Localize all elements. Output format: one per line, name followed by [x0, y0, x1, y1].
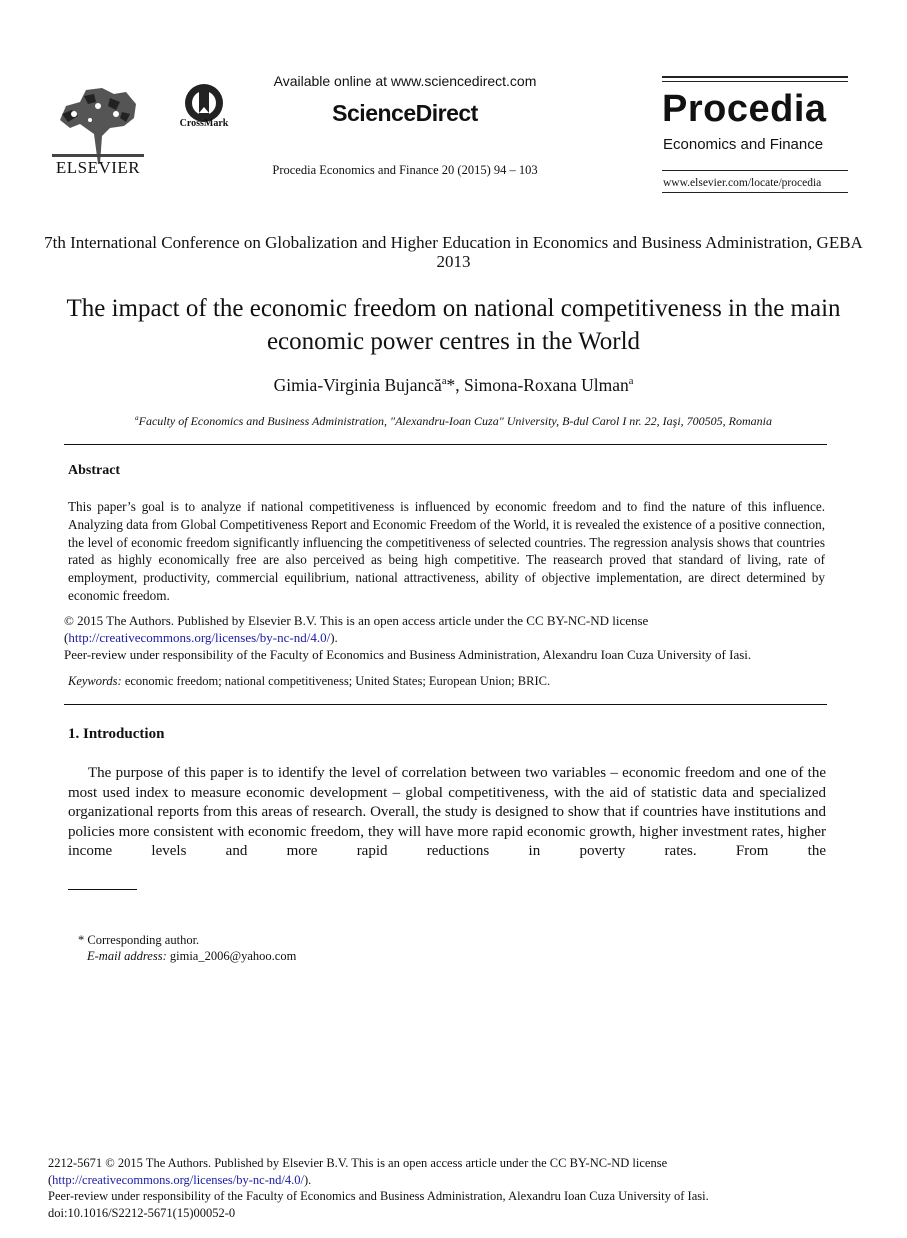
footer-link-line: (http://creativecommons.org/licenses/by-nc-nd/4.0/).: [48, 1172, 312, 1187]
peer-review-statement: Peer-review under responsibility of the Faculty of Economics and Business Administration, Alexandru Ioan Cuza University of Iasi.: [64, 647, 752, 662]
license-link[interactable]: http://creativecommons.org/licenses/by-nc-nd/4.0/: [68, 630, 331, 645]
procedia-title: Procedia: [662, 88, 827, 130]
affiliation-text: Faculty of Economics and Business Administration, "Alexandru-Ioan Cuza" University, B-dul Carol I nr. 22, Iaşi, 700505, Romania: [138, 414, 772, 428]
author-affil-mark: a: [628, 376, 634, 388]
abstract-top-rule: [64, 444, 827, 445]
license-link-line: (http://creativecommons.org/licenses/by-nc-nd/4.0/).: [64, 630, 338, 645]
procedia-bottom-rule: [662, 170, 848, 171]
procedia-top-rule: [662, 76, 848, 78]
corresponding-mark: *,: [446, 375, 464, 395]
footnote: [78, 932, 296, 964]
conference-name: 7th International Conference on Globalization and Higher Education in Economics and Business Administration, GEBA 2013: [44, 233, 863, 271]
affiliation: [40, 414, 867, 429]
doi[interactable]: doi:10.1016/S2212-5671(15)00052-0: [48, 1205, 236, 1220]
section-heading-introduction: 1. Introduction: [68, 726, 165, 742]
affiliation-mark: a: [135, 414, 139, 422]
keywords: [68, 674, 828, 689]
sciencedirect-logo-text: ScienceDirect: [332, 100, 478, 126]
abstract-text: This paper’s goal is to analyze if national competitiveness is influenced by economic freedom and to find the nature of this influence. Analyzing data from Global Competitiveness Report and Economic Freedom of the World, it is revealed the existence of a positive connection, the level of economic freedom significantly influencing the competitiveness of selected countries. The regression analysis shows that countries rated as highly economically free are also perceived as being high competitive. The reasearch proved that standard of living, rate of employment, productivity, commercial equilibrium, national attractiveness, ability of objective implementation, are direct determined by economic freedom.: [68, 499, 825, 603]
footer-license: 2212-5671 © 2015 The Authors. Published by Elsevier B.V. This is an open access article under the CC BY-NC-ND license: [48, 1156, 668, 1170]
procedia-url-rule: [662, 192, 848, 193]
footer-peer-review: Peer-review under responsibility of the Faculty of Economics and Business Administration, Alexandru Ioan Cuza University of Iasi.: [48, 1189, 709, 1203]
keywords-text: economic freedom; national competitiveness; United States; European Union; BRIC.: [121, 674, 551, 688]
email-label: E-mail address:: [87, 949, 167, 963]
author-affil-mark: a: [441, 376, 447, 388]
footer-license-link[interactable]: http://creativecommons.org/licenses/by-nc-nd/4.0/: [52, 1172, 304, 1187]
corresponding-author-note: * Corresponding author.: [78, 933, 200, 947]
introduction-body: [68, 764, 826, 862]
email-line: [78, 948, 296, 964]
publisher-name: ELSEVIER: [55, 158, 141, 177]
author-list: [40, 375, 867, 396]
license-statement: © 2015 The Authors. Published by Elsevier B.V. This is an open access article under the CC BY-NC-ND license: [64, 613, 649, 628]
journal-reference: Procedia Economics and Finance 20 (2015) 94 – 103: [272, 163, 538, 177]
author-name: Simona-Roxana Ulman: [463, 375, 629, 395]
license-block: [64, 612, 834, 663]
page-footer: [48, 1155, 848, 1221]
footnote-rule: [68, 889, 137, 890]
email-address[interactable]: gimia_2006@yahoo.com: [166, 949, 297, 963]
procedia-top-rule-thin: [662, 81, 848, 82]
keywords-label: Keywords:: [68, 674, 122, 688]
author-name: Gimia-Virginia Bujancă: [273, 375, 442, 395]
introduction-paragraph: The purpose of this paper is to identify the level of correlation between two variables – economic freedom and one of the most used index to measure economic development – global competitiveness, with the aid of statistic data and specialized organizational reports from this areas of research. Overall, the study is designed to show that if countries have institutions and policies more consistent with economic freedom, they will have more rapid economic growth, higher investment rates, higher income levels and more rapid reductions in poverty rates. From the: [68, 765, 826, 860]
crossmark-label: CrossMark: [179, 118, 229, 129]
abstract-bottom-rule: [64, 704, 827, 705]
procedia-subtitle: Economics and Finance: [663, 136, 824, 153]
abstract-heading: Abstract: [68, 463, 121, 478]
procedia-url[interactable]: www.elsevier.com/locate/procedia: [663, 177, 822, 189]
paper-title: The impact of the economic freedom on national competitiveness in the main economic power centres in the World: [66, 295, 841, 355]
available-online-text: Available online at www.sciencedirect.com: [273, 73, 537, 89]
